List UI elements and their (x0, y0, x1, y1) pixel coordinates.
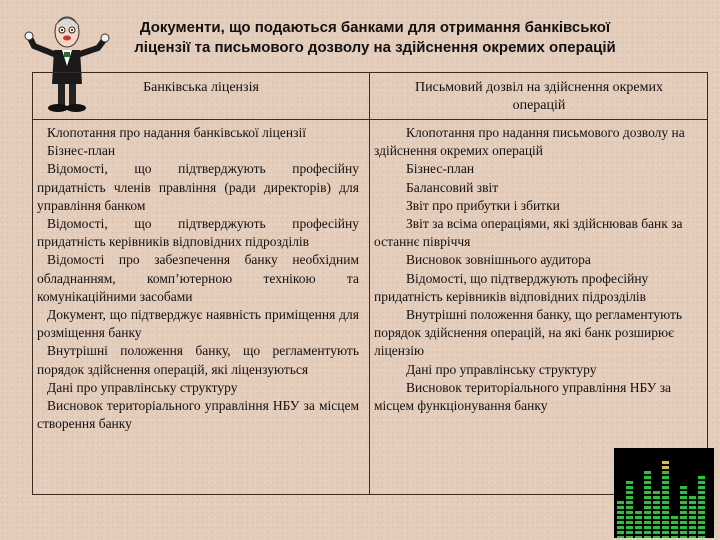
list-item: Внутрішні положення банку, що регламентують порядок здійснення операцій, на які банк розширює ліцензію (374, 307, 683, 359)
list-item: Висновок територіального управління НБУ за місцем створення банку (37, 398, 359, 432)
header-written-permit (371, 79, 707, 115)
list-item: Відомості, що підтверджують професійну придатність керівників відповідних підрозділів (37, 216, 359, 250)
column-divider (369, 73, 370, 494)
header-banking-license: Банківська ліцензія (143, 80, 259, 95)
banking-license-documents (37, 124, 359, 433)
list-item: Клопотання про надання письмового дозволу на здійснення окремих операцій (374, 125, 685, 159)
slide-title (95, 18, 655, 58)
list-item: Висновок територіального управління НБУ за місцем функціонування банку (374, 379, 672, 414)
equalizer-graphic-icon (614, 448, 714, 538)
title-line-2: ліцензії та письмового дозволу на здійснення окремих операцій (134, 39, 616, 56)
list-item: Балансовий звіт (406, 179, 499, 195)
list-item: Документ, що підтверджує наявність приміщення для розміщення банку (37, 307, 359, 341)
title-line-1: Документи, що подаються банками для отримання банківської (139, 19, 611, 36)
list-item: Відомості про забезпечення банку необхідним обладнанням, комп’ютерною технікою та комунікаційними засобами (37, 252, 359, 304)
list-item: Клопотання про надання банківської ліцензії (47, 125, 306, 140)
list-item: Звіт про прибутки і збитки (406, 197, 560, 213)
header-divider (33, 119, 707, 120)
list-item: Внутрішні положення банку, що регламентують порядок здійснення операцій, які ліцензуються (37, 343, 359, 377)
list-item: Відомості, що підтверджують професійну придатність керівників відповідних підрозділів (374, 270, 649, 304)
list-item: Висновок зовнішнього аудитора (406, 252, 591, 268)
list-item: Бізнес-план (406, 161, 475, 177)
written-permit-documents (374, 124, 696, 415)
documents-table (32, 72, 708, 495)
header-written-permit-line-1: Письмовий дозвіл на здійснення окремих (415, 80, 663, 95)
header-written-permit-line-2: операцій (512, 98, 566, 113)
list-item: Відомості, що підтверджують професійну придатність членів правління (ради директорів) для управління банком (37, 161, 359, 213)
list-item: Дані про управлінську структуру (406, 361, 597, 377)
list-item: Бізнес-план (47, 143, 116, 159)
list-item: Звіт за всіма операціями, які здійснював банк за останнє півріччя (374, 216, 683, 250)
list-item: Дані про управлінську структуру (47, 379, 238, 395)
